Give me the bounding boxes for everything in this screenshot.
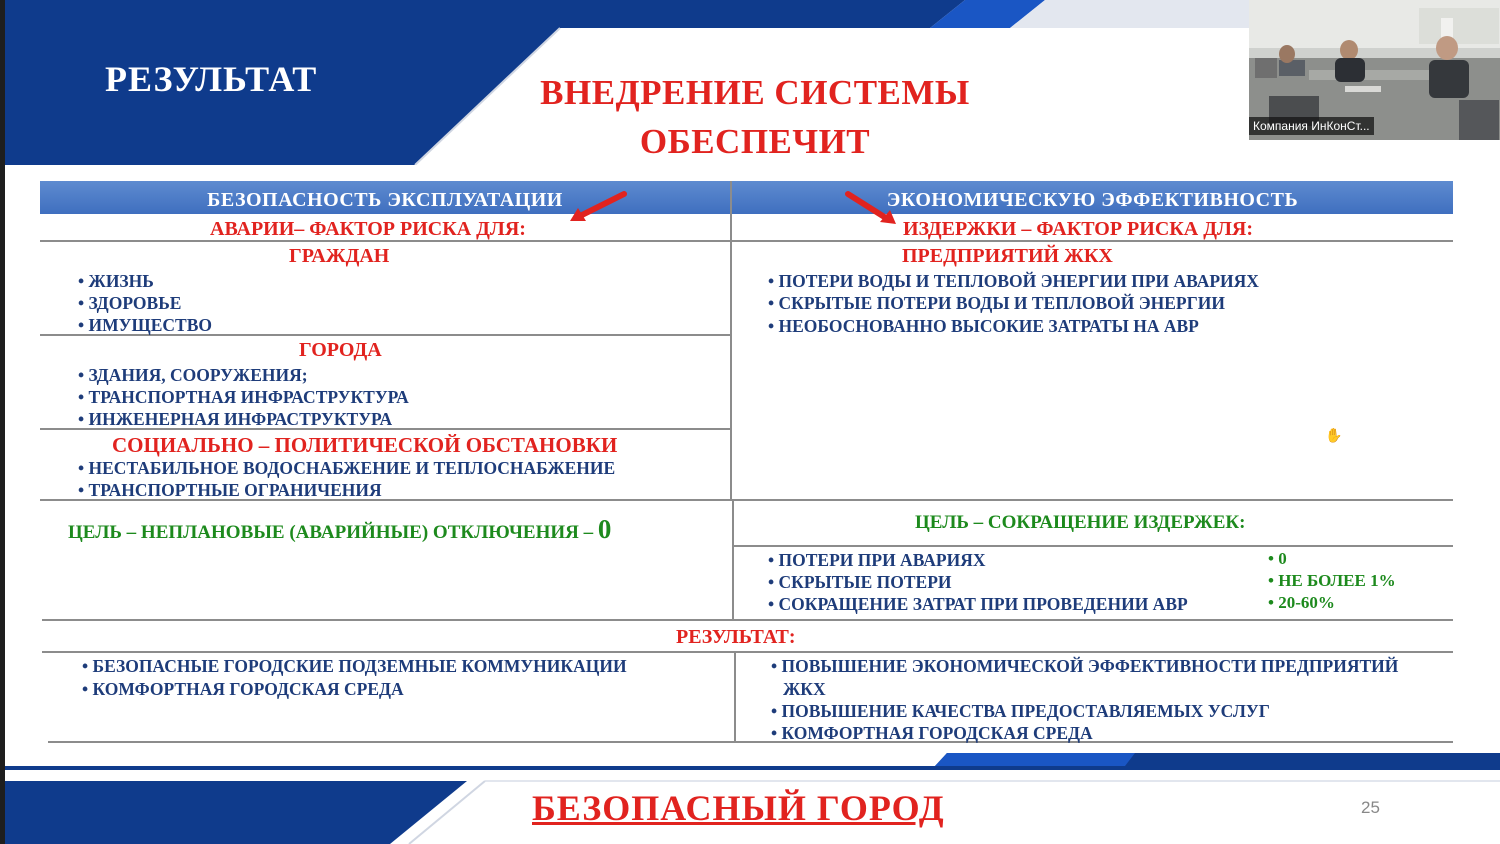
result-title: РЕЗУЛЬТАТ: <box>676 626 796 648</box>
footer-title: БЕЗОПАСНЫЙ ГОРОД <box>532 788 945 828</box>
list-item: • ПОТЕРИ ВОДЫ И ТЕПЛОВОЙ ЭНЕРГИИ ПРИ АВАРИЯХ <box>768 271 1259 291</box>
list-item: • ЗДАНИЯ, СООРУЖЕНИЯ; <box>78 365 308 385</box>
red-arrow-left-icon <box>568 190 628 224</box>
left-goal: ЦЕЛЬ – НЕПЛАНОВЫЕ (АВАРИЙНЫЕ) ОТКЛЮЧЕНИЯ – 0 <box>68 514 612 544</box>
slide-title <box>475 68 1035 166</box>
red-arrow-right-icon <box>844 190 898 226</box>
list-item: • ИНЖЕНЕРНАЯ ИНФРАСТРУКТУРА <box>78 409 393 429</box>
list-item: • НЕСТАБИЛЬНОЕ ВОДОСНАБЖЕНИЕ И ТЕПЛОСНАБЖЕНИЕ <box>78 458 616 478</box>
target-value: • 0 <box>1268 549 1287 568</box>
row-divider <box>48 741 1453 743</box>
row-divider <box>42 619 1453 621</box>
list-item: • СКРЫТЫЕ ПОТЕРИ ВОДЫ И ТЕПЛОВОЙ ЭНЕРГИИ <box>768 293 1225 313</box>
target-label: • ПОТЕРИ ПРИ АВАРИЯХ <box>768 550 986 570</box>
group-title-city: ГОРОДА <box>299 339 382 361</box>
column-divider-middle <box>732 500 734 620</box>
list-item: • ЖИЗНЬ <box>78 271 154 291</box>
group-title-citizens: ГРАЖДАН <box>289 245 390 267</box>
right-column-heading: ЭКОНОМИЧЕСКУЮ ЭФФЕКТИВНОСТЬ <box>732 181 1453 214</box>
participant-name-label: Компания ИнКонСт... <box>1249 117 1374 135</box>
result-item: • ПОВЫШЕНИЕ ЭКОНОМИЧЕСКОЙ ЭФФЕКТИВНОСТИ ПРЕДПРИЯТИЙ <box>771 656 1399 676</box>
result-item: • КОМФОРТНАЯ ГОРОДСКАЯ СРЕДА <box>771 723 1093 743</box>
column-divider-top <box>730 181 732 500</box>
row-divider <box>42 651 1453 653</box>
group-title-utilities: ПРЕДПРИЯТИЙ ЖКХ <box>902 245 1113 267</box>
result-item: • КОМФОРТНАЯ ГОРОДСКАЯ СРЕДА <box>82 679 404 699</box>
right-risk-title: ИЗДЕРЖКИ – ФАКТОР РИСКА ДЛЯ: <box>903 218 1253 240</box>
target-label: • СКРЫТЫЕ ПОТЕРИ <box>768 572 952 592</box>
group-title-social: СОЦИАЛЬНО – ПОЛИТИЧЕСКОЙ ОБСТАНОВКИ <box>112 433 618 457</box>
list-item: • ТРАНСПОРТНЫЕ ОГРАНИЧЕНИЯ <box>78 480 382 500</box>
results-table <box>40 181 1453 746</box>
row-divider <box>732 545 1453 547</box>
result-item: • БЕЗОПАСНЫЕ ГОРОДСКИЕ ПОДЗЕМНЫЕ КОММУНИКАЦИИ <box>82 656 627 676</box>
left-risk-title: АВАРИИ– ФАКТОР РИСКА ДЛЯ: <box>210 218 526 240</box>
target-value: • НЕ БОЛЕЕ 1% <box>1268 571 1396 590</box>
slide-title-line2: ОБЕСПЕЧИТ <box>639 122 871 161</box>
column-divider-bottom <box>734 652 736 742</box>
target-label: • СОКРАЩЕНИЕ ЗАТРАТ ПРИ ПРОВЕДЕНИИ АВР <box>768 594 1188 614</box>
list-item: • НЕОБОСНОВАННО ВЫСОКИЕ ЗАТРАТЫ НА АВР <box>768 316 1199 336</box>
left-column-heading: БЕЗОПАСНОСТЬ ЭКСПЛУАТАЦИИ <box>40 181 730 214</box>
result-item: • ПОВЫШЕНИЕ КАЧЕСТВА ПРЕДОСТАВЛЯЕМЫХ УСЛУГ <box>771 701 1270 721</box>
slide-title-line1: ВНЕДРЕНИЕ СИСТЕМЫ <box>540 73 970 112</box>
hand-cursor-icon: ✋ <box>1325 428 1343 444</box>
list-item: • ЗДОРОВЬЕ <box>78 293 182 313</box>
right-goal: ЦЕЛЬ – СОКРАЩЕНИЕ ИЗДЕРЖЕК: <box>915 512 1246 533</box>
list-item: • ИМУЩЕСТВО <box>78 315 212 335</box>
page-number: 25 <box>1361 798 1380 817</box>
header-section-label: РЕЗУЛЬТАТ <box>105 59 318 99</box>
list-item: • ТРАНСПОРТНАЯ ИНФРАСТРУКТУРА <box>78 387 409 407</box>
result-item: ЖКХ <box>783 679 826 699</box>
participant-video-tile[interactable] <box>1249 0 1500 140</box>
target-value: • 20-60% <box>1268 593 1335 612</box>
